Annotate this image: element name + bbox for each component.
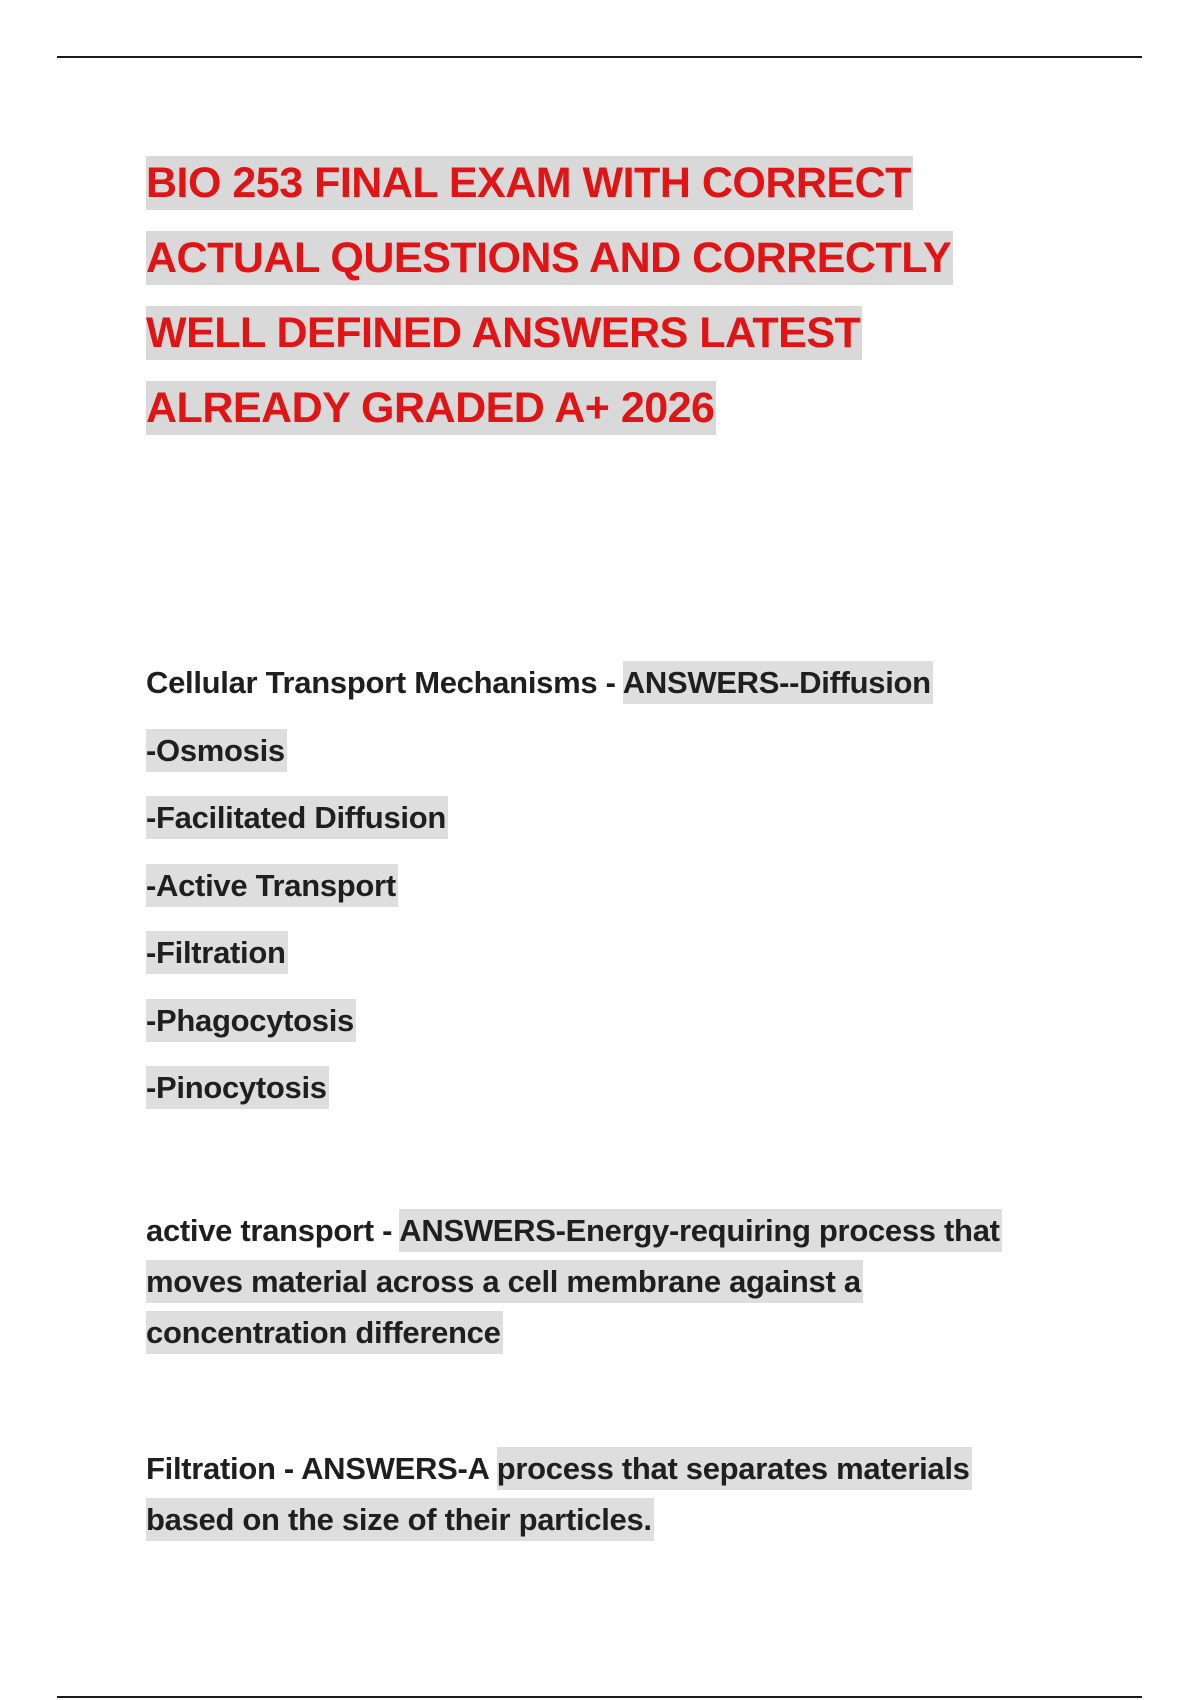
qa-term: Cellular Transport Mechanisms - xyxy=(146,665,623,700)
qa-filtration xyxy=(146,1443,972,1545)
answer-list-item xyxy=(146,1001,933,1069)
qa-answer: ANSWERS-Energy-requiring process that xyxy=(399,1209,1001,1252)
answer-list-item xyxy=(146,731,933,799)
title-line-text: ACTUAL QUESTIONS AND CORRECTLY xyxy=(146,231,953,285)
title-line xyxy=(146,296,953,371)
title-line-text: BIO 253 FINAL EXAM WITH CORRECT xyxy=(146,156,913,210)
answer-list-item xyxy=(146,933,933,1001)
qa-term: Filtration - ANSWERS-A xyxy=(146,1451,497,1486)
qa-active-transport xyxy=(146,1205,1002,1358)
title-line-text: ALREADY GRADED A+ 2026 xyxy=(146,381,716,435)
answer-list-item-text: -Active Transport xyxy=(146,864,398,907)
qa-answer: concentration difference xyxy=(146,1311,503,1354)
answer-list-item-text: -Phagocytosis xyxy=(146,999,356,1042)
qa-line xyxy=(146,1307,1002,1358)
qa-answer: moves material across a cell membrane against a xyxy=(146,1260,863,1303)
qa-answer: ANSWERS--Diffusion xyxy=(623,661,933,704)
qa-cellular-transport xyxy=(146,663,933,1136)
bottom-rule xyxy=(57,1696,1142,1698)
answer-list-item-text: -Osmosis xyxy=(146,729,287,772)
title-line xyxy=(146,221,953,296)
qa-answer: process that separates materials xyxy=(497,1447,972,1490)
answer-list-item xyxy=(146,798,933,866)
qa-answer: based on the size of their particles. xyxy=(146,1498,654,1541)
qa-term: active transport - xyxy=(146,1213,400,1248)
answer-list-item xyxy=(146,866,933,934)
title-line xyxy=(146,146,953,221)
answer-list-item-text: -Pinocytosis xyxy=(146,1066,329,1109)
top-rule xyxy=(57,56,1142,58)
qa-line xyxy=(146,1256,1002,1307)
qa-line xyxy=(146,1443,972,1494)
qa-line xyxy=(146,1494,972,1545)
answer-list-item-text: -Filtration xyxy=(146,931,288,974)
title-line-text: WELL DEFINED ANSWERS LATEST xyxy=(146,306,862,360)
document-title xyxy=(146,146,953,446)
qa-question-line xyxy=(146,663,933,731)
qa-line xyxy=(146,1205,1002,1256)
answer-list-item xyxy=(146,1068,933,1136)
answer-list-item-text: -Facilitated Diffusion xyxy=(146,796,448,839)
title-line xyxy=(146,371,953,446)
